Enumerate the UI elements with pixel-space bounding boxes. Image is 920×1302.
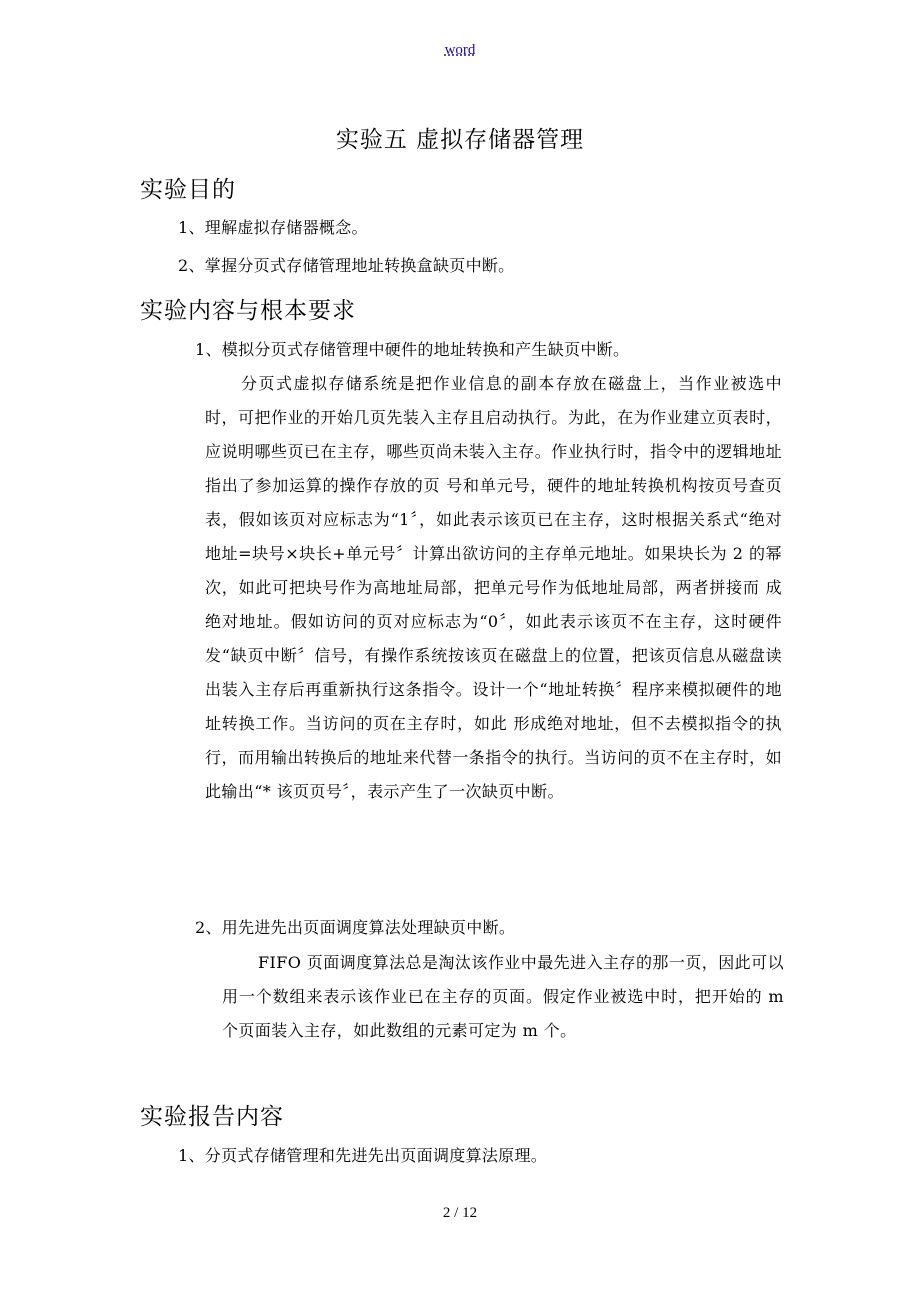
page-number: 2 / 12 [442, 1205, 478, 1221]
objective-item-1: 1、理解虚拟存储器概念。 [178, 218, 368, 237]
content-item-1-body: 分页式虚拟存储系统是把作业信息的副本存放在磁盘上，当作业被选中时，可把作业的开始几页先装入主存且启动执行。为此，在为作业建立页表时，应说明哪些页已在主存，哪些页尚未装入主存。作业执行时，指令中的逻辑地址指出了参加运算的操作存放的页 号和单元号，硬件的地址转换机构按页号查页表，假如该页对应标志为“1〞，如此表示该页已在主存，这时根据关系式“绝对地址=块号×块长+单元号〞计算出欲访问的主存单元地址。如果块长为 2 的幂次，如此可把块号作为高地址局部，把单元号作为低地址局部，两者拼接而 成绝对地址。假如访问的页对应标志为“0〞，如此表示该页不在主存，这时硬件发“缺页中断〞信号，有操作系统按该页在磁盘上的位置，把该页信息从磁盘读出装入主存后再重新执行这条指令。设计一个“地址转换〞程序来模拟硬件的地址转换工作。当访问的页在主存时，如此 形成绝对地址，但不去模拟指令的执行，而用输出转换后的地址来代替一条指令的执行。当访问的页不在主存时，如此输出“* 该页页号〞，表示产生了一次缺页中断。 [205, 374, 782, 801]
header-word-link[interactable]: word [444, 42, 476, 58]
section-heading-report: 实验报告内容 [140, 1104, 284, 1130]
content-item-1-label: 1、模拟分页式存储管理中硬件的地址转换和产生缺页中断。 [195, 340, 630, 359]
content-item-2-label: 2、用先进先出页面调度算法处理缺页中断。 [195, 918, 516, 937]
document-title: 实验五 虚拟存储器管理 [335, 127, 585, 153]
section-heading-content: 实验内容与根本要求 [140, 298, 356, 324]
section-heading-objectives: 实验目的 [140, 177, 236, 203]
content-item-2-body: FIFO 页面调度算法总是淘汰该作业中最先进入主存的那一页，因此可以用一个数组来表示该作业已在主存的页面。假定作业被选中时，把开始的 m 个页面装入主存，如此数组的元素可定为 m 个。 [222, 953, 784, 1040]
report-item-1: 1、分页式存储管理和先进先出页面调度算法原理。 [178, 1146, 548, 1165]
objective-item-2: 2、掌握分页式存储管理地址转换盒缺页中断。 [178, 256, 515, 275]
